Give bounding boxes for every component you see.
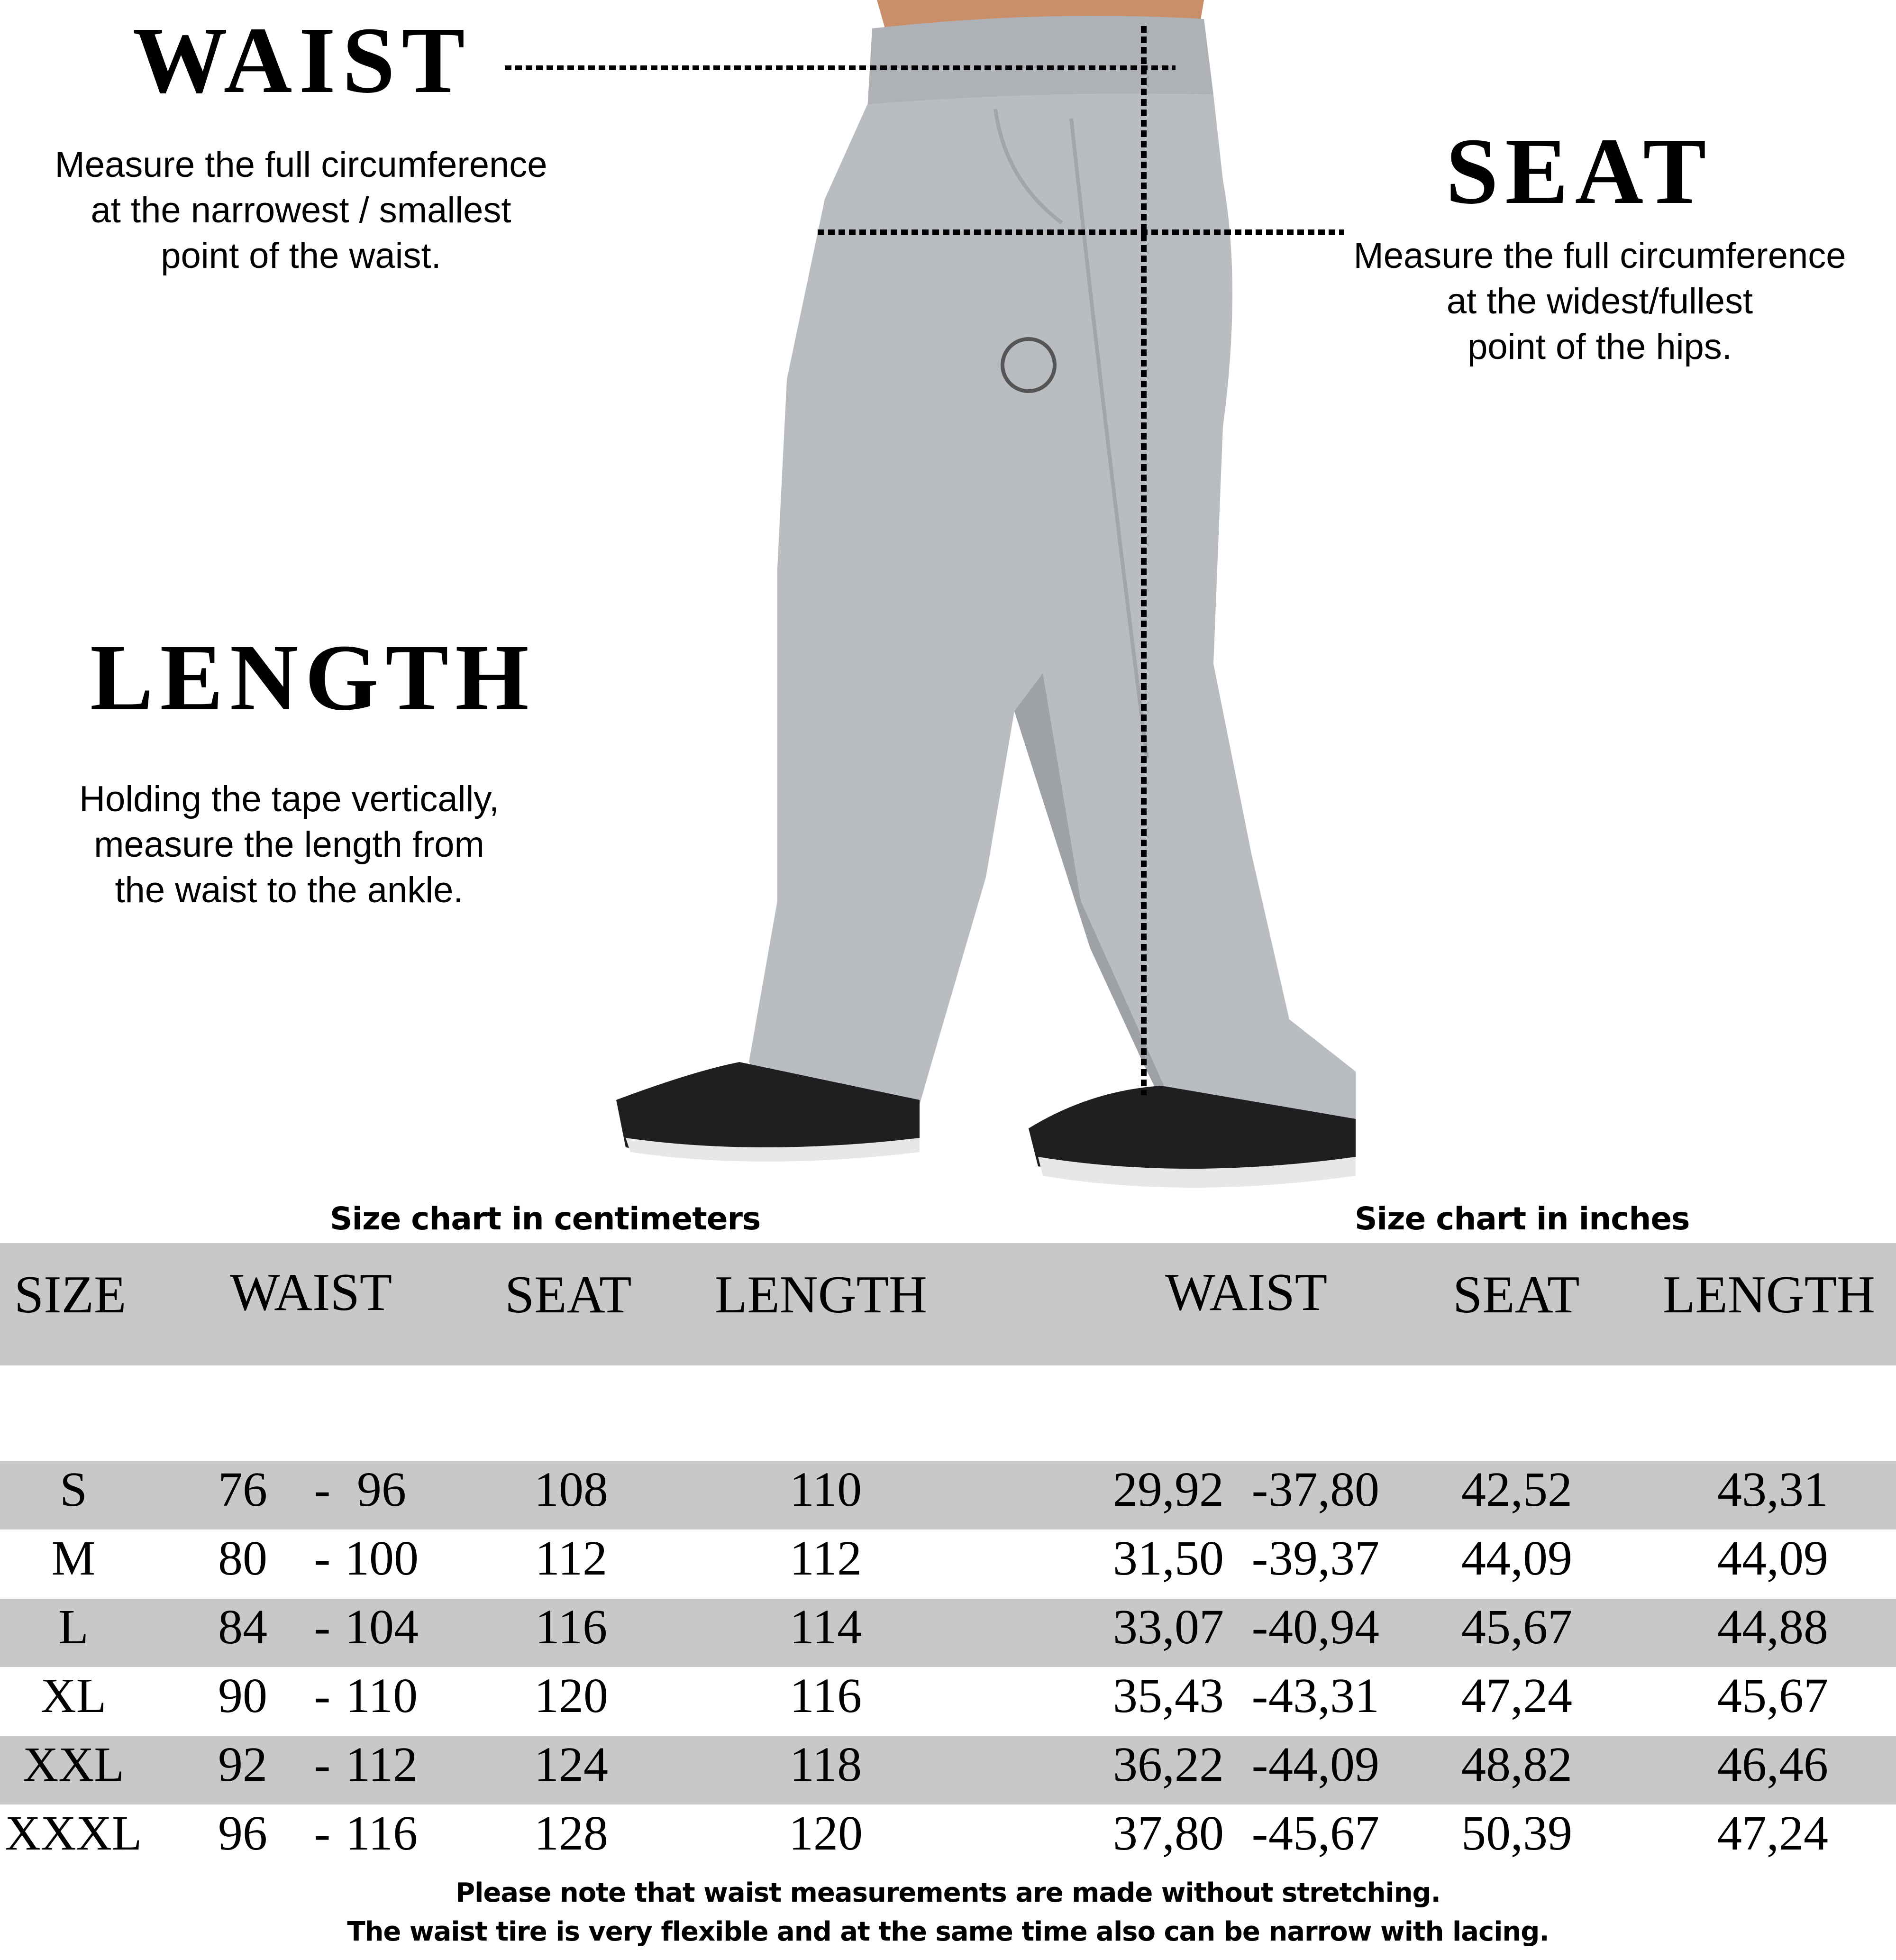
cell-waist-cm-dash: - bbox=[314, 1600, 331, 1654]
cell-waist-cm-max: 96 bbox=[357, 1462, 406, 1517]
cell-waist-cm-dash: - bbox=[314, 1462, 331, 1517]
cell-length-in: 44,88 bbox=[1717, 1600, 1828, 1654]
seat-description-line: Measure the full circumference bbox=[1353, 236, 1846, 276]
cell-size: XXXL bbox=[5, 1806, 142, 1860]
cell-length-in: 44,09 bbox=[1717, 1531, 1828, 1585]
header-waist-cm: WAIST bbox=[230, 1263, 392, 1322]
cell-waist-in-max: 44,09 bbox=[1268, 1737, 1379, 1792]
cell-waist-cm-max: 110 bbox=[345, 1668, 418, 1723]
cell-seat-cm: 116 bbox=[535, 1600, 608, 1654]
cell-waist-in-dash: - bbox=[1251, 1668, 1268, 1723]
waist-description-line: at the narrowest / smallest bbox=[91, 190, 511, 230]
cell-size: M bbox=[51, 1531, 96, 1585]
cell-seat-cm: 112 bbox=[535, 1531, 608, 1585]
cell-waist-cm-dash: - bbox=[314, 1531, 331, 1585]
cell-waist-in-max: 40,94 bbox=[1268, 1600, 1379, 1654]
cell-waist-cm-min: 92 bbox=[218, 1737, 267, 1792]
cell-size: XXL bbox=[23, 1737, 124, 1792]
cell-waist-cm-max: 112 bbox=[345, 1737, 418, 1792]
seat-description-line: at the widest/fullest bbox=[1446, 281, 1753, 321]
waist-description-line: point of the waist. bbox=[161, 236, 441, 276]
cell-waist-cm-min: 96 bbox=[218, 1806, 267, 1860]
cell-waist-in-dash: - bbox=[1251, 1600, 1268, 1654]
seat-description bbox=[1308, 233, 1891, 370]
cell-seat-cm: 128 bbox=[534, 1806, 608, 1860]
header-waist-in: WAIST bbox=[1165, 1263, 1328, 1322]
cell-seat-in: 45,67 bbox=[1461, 1600, 1572, 1654]
cell-length-in: 47,24 bbox=[1717, 1806, 1828, 1860]
cell-seat-cm: 120 bbox=[534, 1668, 608, 1723]
cell-size: L bbox=[58, 1600, 89, 1654]
cell-waist-cm-max: 100 bbox=[345, 1531, 419, 1585]
length-description-line: the waist to the ankle. bbox=[115, 870, 464, 910]
cell-seat-in: 42,52 bbox=[1461, 1462, 1572, 1517]
cell-waist-in-dash: - bbox=[1251, 1462, 1268, 1517]
cell-waist-in-max: 39,37 bbox=[1268, 1531, 1379, 1585]
cell-length-cm: 120 bbox=[789, 1806, 863, 1860]
length-description bbox=[0, 777, 578, 913]
cell-waist-in-min: 36,22 bbox=[1113, 1737, 1224, 1792]
cell-waist-cm-min: 76 bbox=[218, 1462, 267, 1517]
header-size: SIZE bbox=[14, 1265, 127, 1324]
cell-waist-in-min: 37,80 bbox=[1113, 1806, 1224, 1860]
cell-waist-in-dash: - bbox=[1251, 1531, 1268, 1585]
seat-description-line: point of the hips. bbox=[1468, 327, 1732, 367]
cell-length-in: 43,31 bbox=[1717, 1462, 1828, 1517]
cell-length-in: 46,46 bbox=[1717, 1737, 1828, 1792]
length-description-line: measure the length from bbox=[94, 824, 484, 865]
header-length-in: LENGTH bbox=[1663, 1265, 1875, 1324]
caption-centimeters: Size chart in centimeters bbox=[330, 1200, 761, 1237]
footnote-waist: Please note that waist measurements are made without stretching. bbox=[456, 1878, 1440, 1908]
cell-seat-in: 47,24 bbox=[1461, 1668, 1572, 1723]
cell-seat-cm: 124 bbox=[534, 1737, 608, 1792]
cell-waist-in-max: 45,67 bbox=[1268, 1806, 1379, 1860]
cell-waist-cm-max: 104 bbox=[345, 1600, 419, 1654]
cell-length-in: 45,67 bbox=[1717, 1668, 1828, 1723]
cell-waist-in-max: 37,80 bbox=[1268, 1462, 1379, 1517]
cell-waist-in-dash: - bbox=[1251, 1806, 1268, 1860]
waist-description-line: Measure the full circumference bbox=[55, 145, 547, 185]
cell-waist-cm-min: 80 bbox=[218, 1531, 267, 1585]
waist-heading: WAIST bbox=[133, 8, 472, 113]
cell-size: XL bbox=[40, 1668, 107, 1723]
cell-waist-cm-min: 84 bbox=[218, 1600, 267, 1654]
cell-length-cm: 114 bbox=[789, 1600, 862, 1654]
length-description-line: Holding the tape vertically, bbox=[79, 779, 499, 819]
cell-waist-cm-dash: - bbox=[314, 1737, 331, 1792]
cell-seat-in: 50,39 bbox=[1461, 1806, 1572, 1860]
footnote-lacing: The waist tire is very flexible and at the same time also can be narrow with lacing. bbox=[347, 1916, 1549, 1947]
cell-waist-in-min: 33,07 bbox=[1113, 1600, 1224, 1654]
cell-waist-in-min: 35,43 bbox=[1113, 1668, 1224, 1723]
cell-length-cm: 110 bbox=[789, 1462, 862, 1517]
cell-waist-in-min: 31,50 bbox=[1113, 1531, 1224, 1585]
cell-waist-in-min: 29,92 bbox=[1113, 1462, 1224, 1517]
cell-seat-in: 44,09 bbox=[1461, 1531, 1572, 1585]
seat-heading: SEAT bbox=[1446, 119, 1713, 224]
caption-inches: Size chart in inches bbox=[1355, 1200, 1690, 1237]
cell-waist-cm-dash: - bbox=[314, 1668, 331, 1723]
cell-seat-cm: 108 bbox=[534, 1462, 608, 1517]
cell-waist-cm-max: 116 bbox=[345, 1806, 418, 1860]
cell-waist-cm-min: 90 bbox=[218, 1668, 267, 1723]
header-seat-in: SEAT bbox=[1453, 1265, 1580, 1324]
cell-waist-cm-dash: - bbox=[314, 1806, 331, 1860]
length-heading: LENGTH bbox=[90, 625, 536, 730]
cell-size: S bbox=[60, 1462, 87, 1517]
header-length-cm: LENGTH bbox=[715, 1265, 927, 1324]
cell-length-cm: 112 bbox=[789, 1531, 862, 1585]
cell-length-cm: 118 bbox=[789, 1737, 862, 1792]
pants-body bbox=[749, 94, 1356, 1129]
cell-waist-in-dash: - bbox=[1251, 1737, 1268, 1792]
header-seat-cm: SEAT bbox=[505, 1265, 632, 1324]
cell-length-cm: 116 bbox=[789, 1668, 862, 1723]
cell-waist-in-max: 43,31 bbox=[1268, 1668, 1379, 1723]
cell-seat-in: 48,82 bbox=[1461, 1737, 1572, 1792]
waist-description bbox=[9, 142, 592, 279]
